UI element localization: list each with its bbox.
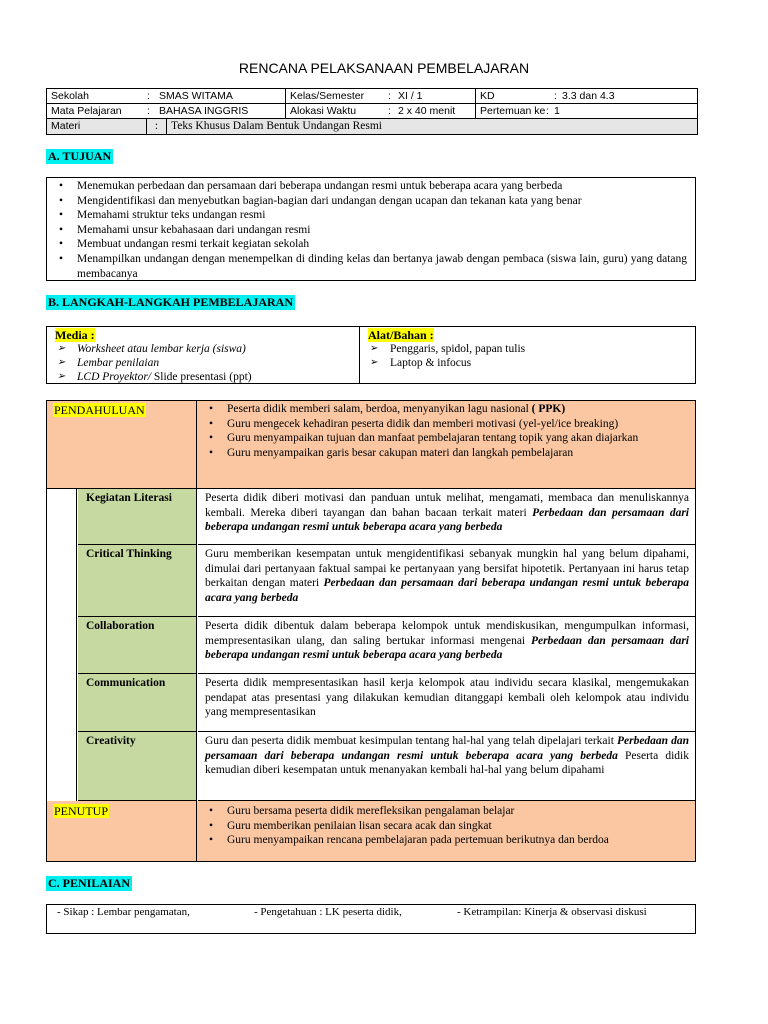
- collab-label: Collaboration: [86, 620, 155, 632]
- langkah-heading: B. LANGKAH-LANGKAH PEMBELAJARAN: [48, 295, 294, 309]
- pertemuan-value: 1: [554, 105, 560, 117]
- identity-row-2: Mata Pelajaran : BAHASA INGGRIS Alokasi Waktu : 2 x 40 menit Pertemuan ke : 1: [47, 104, 697, 119]
- list-item: • Membuat undangan resmi terkait kegiatan sekolah: [47, 237, 687, 252]
- list-item: ➢ Lembar penilaian: [47, 356, 359, 370]
- comm-content: Peserta didik mempresentasikan hasil kerja kelompok atau individu secara klasikal, mengemukakan pendapat atas presentasi yang dilakukan kemudian ditanggapi kembali oleh kelompok atau individu yang mempresentasikan: [198, 674, 695, 732]
- pendahuluan-label-cell: [47, 401, 197, 489]
- critical-label-cell: [78, 545, 197, 617]
- list-item: • Guru menyampaikan tujuan dan manfaat pembelajaran tentang topik yang akan diajarkan: [197, 431, 695, 446]
- penilaian-sikap: - Sikap : Lembar pengamatan,: [57, 906, 190, 918]
- sekolah-label: Sekolah: [51, 90, 89, 102]
- list-item: ➢ LCD Proyektor/ Slide presentasi (ppt): [47, 370, 359, 384]
- alat-label: Alat/Bahan :: [368, 328, 434, 342]
- list-item: • Guru memberikan penilaian lisan secara acak dan singkat: [197, 819, 695, 834]
- identity-table: [46, 88, 698, 135]
- kelas-label: Kelas/Semester: [290, 90, 365, 102]
- mapel-label: Mata Pelajaran: [51, 105, 122, 117]
- kd-label: KD: [480, 90, 495, 102]
- media-label: Media :: [55, 328, 95, 342]
- pendahuluan-content: [197, 401, 695, 489]
- activity-table: [46, 400, 696, 862]
- list-item: • Guru mengecek kehadiran peserta didik dan memberi motivasi (yel-yel/ice breaking): [197, 417, 695, 432]
- list-item: • Memahami struktur teks undangan resmi: [47, 208, 687, 223]
- penilaian-heading: C. PENILAIAN: [48, 876, 131, 890]
- collab-label-cell: [78, 617, 197, 674]
- penutup-label-cell: [47, 801, 197, 861]
- kd-value: 3.3 dan 4.3: [562, 90, 615, 102]
- penutup-content: [197, 801, 695, 861]
- list-item: • Guru bersama peserta didik merefleksikan pengalaman belajar: [197, 804, 695, 819]
- penilaian-keterampilan: - Ketrampilan: Kinerja & observasi diskusi: [457, 906, 647, 918]
- literasi-content: Peserta didik diberi motivasi dan panduan untuk melihat, mengamati, membaca dan menuliskannya kembali. Mereka diberi tayangan dan bahan bacaan terkait materi Perbedaan dan persamaan dari beberapa undangan resmi untuk beberapa acara yang berbeda: [198, 489, 695, 545]
- alat-column: [360, 327, 695, 383]
- alokasi-value: 2 x 40 menit: [398, 105, 456, 117]
- list-item: • Memahami unsur kebahasaan dari undangan resmi: [47, 223, 687, 238]
- materi-value: Teks Khusus Dalam Bentuk Undangan Resmi: [171, 120, 382, 132]
- collab-content: Peserta didik dibentuk dalam beberapa kelompok untuk mendiskusikan, mengumpulkan informasi, mempresentasikan ulang, dan saling bertukar informasi mengenai Perbedaan dan persamaan dari beberapa undangan resmi untuk beberapa acara yang berbeda: [198, 617, 695, 674]
- literasi-label: Kegiatan Literasi: [86, 492, 172, 504]
- penilaian-pengetahuan: - Pengetahuan : LK peserta didik,: [254, 906, 402, 918]
- creat-content: Guru dan peserta didik membuat kesimpulan tentang hal-hal yang telah dipelajari terkait Perbedaan dan persamaan dari beberapa undangan resmi untuk beberapa acara yang berbeda Peserta didik kemudian diberi kesempatan untuk menanyakan kembali hal-hal yang belum dipahami: [198, 732, 695, 801]
- tujuan-heading: A. TUJUAN: [48, 149, 112, 163]
- materi-label: Materi: [51, 120, 81, 132]
- identity-row-1: Sekolah : SMAS WITAMA Kelas/Semester : XI / 1 KD : 3.3 dan 4.3: [47, 89, 697, 104]
- list-item: • Guru menyampaikan rencana pembelajaran pada pertemuan berikutnya dan berdoa: [197, 833, 695, 848]
- pertemuan-label: Pertemuan ke: [480, 105, 546, 117]
- mapel-value: BAHASA INGGRIS: [159, 105, 249, 117]
- comm-label: Communication: [86, 677, 166, 689]
- literasi-label-cell: [78, 489, 197, 545]
- alokasi-label: Alokasi Waktu: [290, 105, 357, 117]
- inti-margin: [47, 489, 77, 801]
- list-item: ➢ Penggaris, spidol, papan tulis: [360, 342, 695, 356]
- tujuan-box: [46, 177, 696, 281]
- critical-content: Guru memberikan kesempatan untuk mengidentifikasi sebanyak mungkin hal yang belum dipahami, dimulai dari pertanyaan faktual sampai ke pertanyaan yang bersifat hipotetik. Pertanyaan ini harus tetap berkaitan dengan materi Perbedaan dan persamaan dari beberapa undangan resmi untuk beberapa acara yang berbeda: [198, 545, 695, 617]
- list-item: • Menemukan perbedaan dan persamaan dari beberapa undangan resmi untuk beberapa acara yang berbeda: [47, 179, 687, 194]
- list-item: • Mengidentifikasi dan menyebutkan bagian-bagian dari undangan dengan ucapan dan tekanan kata yang benar: [47, 194, 687, 209]
- list-item: • Menampilkan undangan dengan menempelkan di dinding kelas dan bertanya jawab dengan pembaca (siswa lain, guru) yang datang membacanya: [47, 252, 687, 281]
- page-title: RENCANA PELAKSANAAN PEMBELAJARAN: [238, 60, 530, 76]
- pendahuluan-label: PENDAHULUAN: [54, 403, 145, 417]
- list-item: • Peserta didik memberi salam, berdoa, menyanyikan lagu nasional ( PPK): [197, 402, 695, 417]
- penilaian-box: [46, 904, 696, 934]
- kelas-value: XI / 1: [398, 90, 423, 102]
- list-item: ➢ Laptop & infocus: [360, 356, 695, 370]
- materi-row: Materi : Teks Khusus Dalam Bentuk Undangan Resmi: [47, 119, 697, 134]
- list-item: • Guru menyampaikan garis besar cakupan materi dan langkah pembelajaran: [197, 446, 695, 461]
- media-column: [47, 327, 360, 383]
- sekolah-value: SMAS WITAMA: [159, 90, 233, 102]
- creat-label: Creativity: [86, 735, 136, 747]
- critical-label: Critical Thinking: [86, 548, 172, 560]
- penutup-label: PENUTUP: [54, 804, 109, 818]
- list-item: ➢ Worksheet atau lembar kerja (siswa): [47, 342, 359, 356]
- comm-label-cell: [78, 674, 197, 732]
- creat-label-cell: [78, 732, 197, 801]
- media-alat-box: [46, 326, 696, 384]
